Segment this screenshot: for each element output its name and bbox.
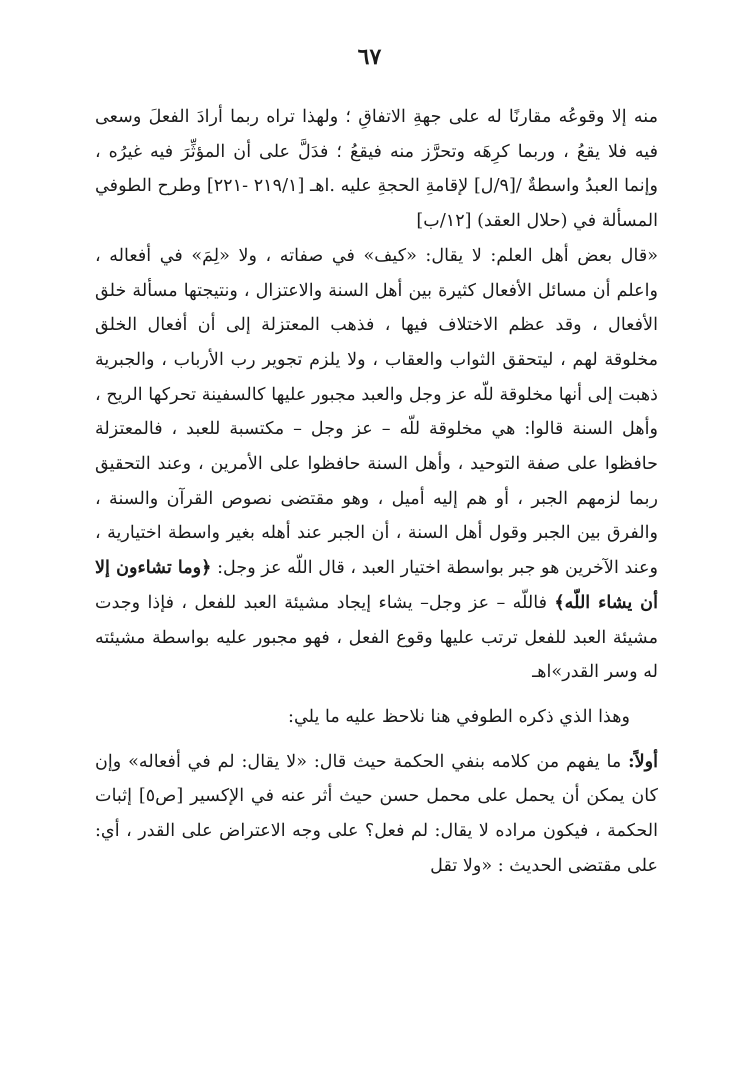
paragraph-2-text-end: فاللّه – عز وجل– يشاء إيجاد مشيئة العبد للفعل ، فإذا وجدت مشيئة العبد للفعل ترتب عليها وقوع الفعل ، فهو مجبور عليه بواسطة مشيئته له وسر القدر»اهـ [95,592,658,683]
paragraph-1: منه إلا وقوعُه مقارنًا له على جهةِ الاتفاقِ ؛ ولهذا تراه ربما أرادَ الفعلَ وسعى فيه فلا يقعُ ، وربما كرِهَه وتحرَّز منه فيقعُ ؛ فدَلَّ على أن المؤثِّرَ فيه غيرُه ، وإنما العبدُ واسطةٌ /[٩/ل] لإقامةِ الحجةِ عليه .اهـ [٢١٩/١ -٢٢١] وطرح الطوفي المسألة في (حلال العقد) [١٢/ب] [95,107,658,232]
page-number: ٦٧ [357,44,382,70]
paragraph-4-lead: أولاً: [628,750,658,772]
paragraph-3: وهذا الذي ذكره الطوفي هنا نلاحظ عليه ما يلي: [288,706,630,727]
paragraph-4 [95,745,658,884]
paragraph-2-text-start: «قال بعض أهل العلم: لا يقال: «كيف» في صفاته ، ولا «لِمَ» في أفعاله ، واعلم أن مسائل الأفعال كثيرة بين أهل السنة والاعتزال ، ونتيجتها مسألة خلق الأفعال ، وقد عظم الاختلاف فيها ، فذهب المعتزلة إلى أن أفعال الخلق مخلوقة لهم ، ليتحقق الثواب والعقاب ، ولا يلزم تجوير رب الأرباب ، والجبرية ذهبت إلى أنها مخلوقة للّه عز وجل والعبد مجبور عليها كالسفينة تحركها الريح ، وأهل السنة قالوا: هي مخلوقة للّه – عز وجل – مكتسبة للعبد ، فالمعتزلة حافظوا على صفة التوحيد ، وأهل السنة حافظوا على الأمرين ، وعند التحقيق ربما لزمهم الجبر ، أو هم إليه أميل ، وهو مقتضى نصوص القرآن والسنة ، والفرق بين الجبر وقول أهل السنة ، أن الجبر عند أهله بغير واسطة اختيارية ، وعند الآخرين هو جبر بواسطة اختيار العبد ، قال اللّه عز وجل: [95,245,658,579]
page-body [95,100,658,883]
paragraph-2 [95,239,658,690]
quran-verse: ﴿وما تشاءون إلا أن يشاء اللّه﴾ [95,557,658,613]
paragraph-4-text: ما يفهم من كلامه بنفي الحكمة حيث قال: «لا يقال: لم في أفعاله» وإن كان يمكن أن يحمل على محمل حسن حيث أثر عنه في الإكسير [ص٥] إثبات الحكمة ، فيكون مراده لا يقال: لم فعل؟ على وجه الاعتراض على القدر ، أي: على مقتضى الحديث : «ولا تقل [95,751,658,876]
